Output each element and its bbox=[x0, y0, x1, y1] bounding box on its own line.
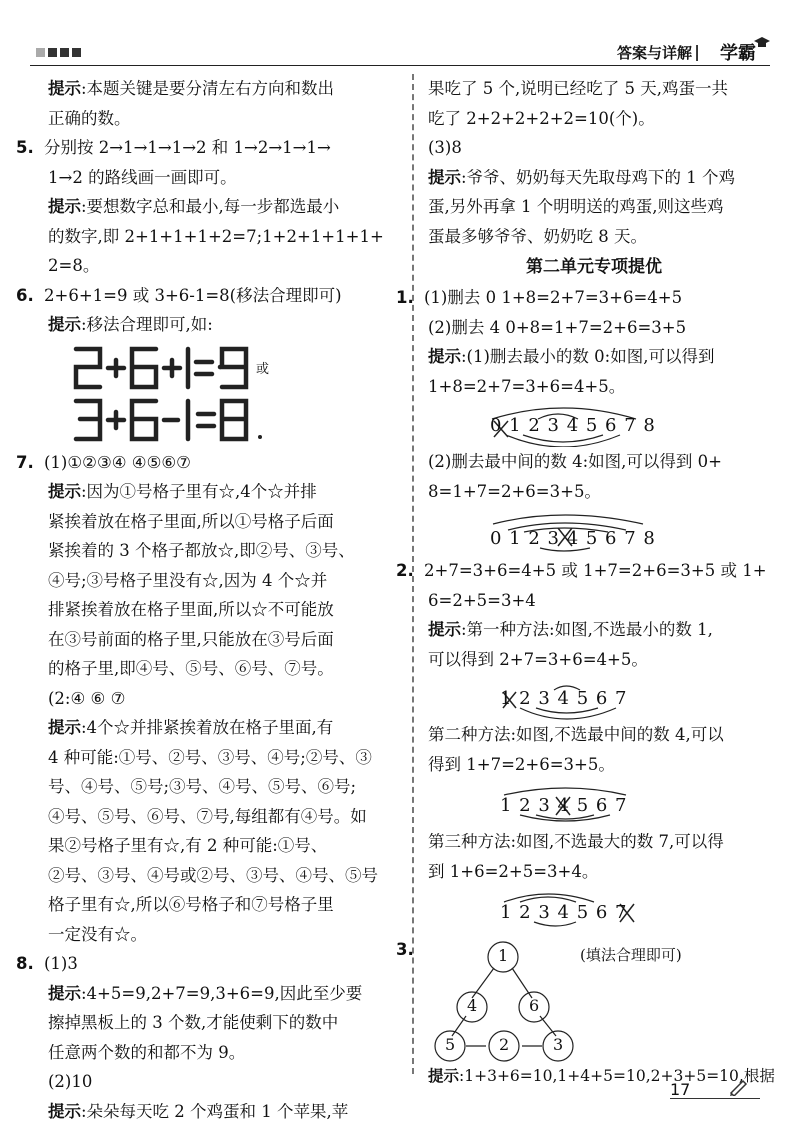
question-6: 6. 2+6+1=9 或 3+6-1=8(移法合理即可) bbox=[16, 285, 342, 305]
text-line: 提示:第一种方法:如图,不选最小的数 1, bbox=[428, 620, 713, 639]
question-2: 2. 2+7=3+6=4+5 或 1+7=2+6=3+5 或 1+ bbox=[396, 561, 767, 580]
triangle-node: 5 bbox=[445, 1035, 456, 1054]
text-line: 到 1+6=2+5=3+4。 bbox=[428, 861, 599, 881]
text-line: 提示:因为①号格子里有☆,4个☆并排 bbox=[48, 482, 317, 501]
sequence-digits: 1 2 3 4 5 6 7 bbox=[500, 688, 627, 709]
number-sequence-diagram bbox=[448, 886, 760, 936]
text-line: 6=2+5=3+4 bbox=[428, 590, 536, 610]
text-line: (2)删去 4 0+8=1+7=2+6=3+5 bbox=[428, 317, 687, 337]
text-line: 提示:4+5=9,2+7=9,3+6=9,因此至少要 bbox=[48, 983, 363, 1003]
page-number: 17 bbox=[670, 1080, 691, 1099]
question-5: 5. 分别按 2→1→1→1→2 和 1→2→1→1→ bbox=[16, 138, 331, 157]
left-column bbox=[16, 74, 400, 1126]
text-line: 提示:本题关键是要分清左右方向和数出 bbox=[48, 79, 335, 98]
number-sequence-diagram bbox=[448, 506, 760, 556]
sequence-digits: 0 1 2 3 4 5 6 7 8 bbox=[490, 415, 655, 436]
text-line: 蛋,另外再拿 1 个明明送的鸡蛋,则这些鸡 bbox=[428, 197, 724, 216]
text-line: 吃了 2+2+2+2+2=10(个)。 bbox=[428, 108, 655, 128]
number-sequence-diagram bbox=[448, 674, 760, 720]
text-line: (2)10 bbox=[48, 1072, 93, 1091]
question-3 bbox=[396, 940, 760, 1062]
triangle-node: 4 bbox=[467, 996, 478, 1015]
text-line: 8=1+7=2+6=3+5。 bbox=[428, 481, 601, 501]
text-line: ④号、⑤号、⑥号、⑦号,每组都有④号。如 bbox=[48, 806, 367, 826]
text-line: 蛋最多够爷爷、奶奶吃 8 天。 bbox=[428, 226, 647, 246]
text-line: (2:④ ⑥ ⑦ bbox=[48, 688, 126, 708]
text-line: 第三种方法:如图,不选最大的数 7,可以得 bbox=[428, 832, 724, 851]
text-line: 的格子里,即④号、⑤号、⑥号、⑦号。 bbox=[48, 659, 334, 678]
question-7: 7. (1)①②③④ ④⑤⑥⑦ bbox=[16, 452, 191, 472]
text-line: 排紧挨着放在格子里面,所以☆不可能放 bbox=[48, 600, 334, 619]
text-line: 1+8=2+7=3+6=4+5。 bbox=[428, 376, 626, 396]
header-separator: | bbox=[694, 42, 700, 61]
text-line: 提示:要想数字总和最小,每一步都选最小 bbox=[48, 197, 340, 216]
text-line: 提示:移法合理即可,如: bbox=[48, 315, 213, 334]
text-line: 提示:(1)删去最小的数 0:如图,可以得到 bbox=[428, 347, 715, 366]
or-label: 或 bbox=[256, 362, 270, 377]
sequence-digits: 0 1 2 3 4 5 6 7 8 bbox=[490, 528, 655, 549]
triangle-node: 1 bbox=[498, 946, 509, 965]
header-squares-decoration bbox=[36, 48, 81, 57]
triangle-node: 6 bbox=[529, 996, 540, 1015]
text-line: 果吃了 5 个,说明已经吃了 5 天,鸡蛋一共 bbox=[428, 79, 728, 98]
text-line: 一定没有☆。 bbox=[48, 924, 147, 944]
text-line: ④号;③号格子里没有☆,因为 4 个☆并 bbox=[48, 570, 328, 590]
text-line: 2=8。 bbox=[48, 256, 100, 275]
section-title: 第二单元专项提优 bbox=[526, 257, 662, 277]
note-text: (填法合理即可) bbox=[580, 946, 682, 964]
sequence-digits: 1 2 3 4 5 6 7 bbox=[500, 902, 627, 923]
text-line: 的数字,即 2+1+1+1+2=7;1+2+1+1+1+ bbox=[48, 226, 384, 246]
header-brand: 学霸 bbox=[720, 43, 756, 64]
sequence-digits: 1 2 3 4 5 6 7 bbox=[500, 795, 627, 816]
number-sequence-diagram bbox=[448, 779, 760, 827]
question-8: 8. (1)3 bbox=[16, 954, 78, 973]
text-line: 正确的数。 bbox=[48, 108, 131, 128]
graduation-cap-icon bbox=[754, 36, 770, 50]
text-line: 得到 1+7=2+6=3+5。 bbox=[428, 754, 615, 774]
text-line: 可以得到 2+7=3+6=4+5。 bbox=[428, 649, 648, 669]
text-line: (3)8 bbox=[428, 138, 462, 157]
matchstick-eq1-figure bbox=[70, 345, 230, 391]
page-header bbox=[30, 38, 770, 66]
text-line: 提示:1+3+6=10,1+4+5=10,2+3+5=10,根据 bbox=[428, 1067, 775, 1085]
matchstick-equation-1 bbox=[70, 344, 400, 392]
text-line: 4 种可能:①号、②号、③号、④号;②号、③ bbox=[48, 747, 372, 767]
matchstick-eq1-nine bbox=[218, 345, 250, 391]
text-line: 号、④号、⑤号;③号、④号、⑤号、⑥号; bbox=[48, 777, 357, 796]
text-line: 1→2 的路线画一画即可。 bbox=[48, 167, 237, 187]
number-sequence-diagram bbox=[448, 401, 760, 447]
footer-rule bbox=[670, 1098, 760, 1099]
text-line: 在③号前面的格子里,只能放在③号后面 bbox=[48, 629, 334, 649]
triangle-node: 2 bbox=[499, 1035, 510, 1054]
text-line: 第二种方法:如图,不选最中间的数 4,可以 bbox=[428, 725, 724, 744]
matchstick-eq2-figure bbox=[70, 397, 270, 443]
text-line: 任意两个数的和都不为 9。 bbox=[48, 1042, 246, 1062]
matchstick-equation-2 bbox=[70, 396, 400, 444]
text-line: 紧挨着放在格子里面,所以①号格子后面 bbox=[48, 511, 334, 531]
question-1: 1. (1)删去 0 1+8=2+7=3+6=4+5 bbox=[396, 288, 683, 307]
text-line: 提示:朵朵每天吃 2 个鸡蛋和 1 个苹果,苹 bbox=[48, 1101, 349, 1121]
text-line: 擦掉黑板上的 3 个数,才能使剩下的数中 bbox=[48, 1013, 339, 1032]
question-number: 3. bbox=[396, 940, 414, 959]
pencil-icon bbox=[728, 1078, 748, 1096]
right-column bbox=[396, 74, 775, 1092]
text-line: 提示:爷爷、奶奶每天先取母鸡下的 1 个鸡 bbox=[428, 167, 736, 187]
text-line: 紧挨着的 3 个格子都放☆,即②号、③号、 bbox=[48, 541, 355, 560]
text-line: 格子里有☆,所以⑥号格子和⑦号格子里 bbox=[48, 895, 334, 914]
text-line: (2)删去最中间的数 4:如图,可以得到 0+ bbox=[428, 452, 722, 471]
header-title: 答案与详解 bbox=[616, 44, 692, 62]
text-line: ②号、③号、④号或②号、③号、④号、⑤号 bbox=[48, 865, 378, 885]
triangle-node: 3 bbox=[553, 1035, 564, 1054]
text-line: 果②号格子里有☆,有 2 种可能:①号、 bbox=[48, 836, 328, 855]
text-line: 提示:4个☆并排紧挨着放在格子里面,有 bbox=[48, 718, 334, 737]
